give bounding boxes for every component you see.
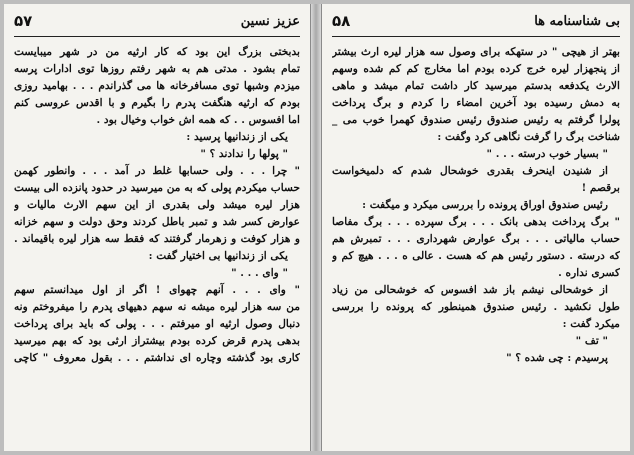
text-line: من سه هزار لیره میشه نه سهم دهیهای پدرم را میفروختم ونه: [14, 301, 300, 313]
left-running-title: عزیز نسین: [240, 14, 300, 29]
text-line: " پولها را ندادند ؟ ": [200, 148, 288, 160]
right-page: [321, 4, 630, 451]
text-line: میکرد گفت :: [562, 318, 620, 330]
text-line: از شنیدن اینحرف بقدری خوشحال شدم که دلمیخواست: [332, 165, 608, 177]
text-line: طول نکشید . رئیس صندوق همینطور که پرونده را بررسی: [332, 301, 620, 313]
text-line: الارث یکدفعه بدستم میرسید کار داشت تمام میشد و ماهی: [332, 80, 620, 92]
right-header-rule: [332, 36, 620, 37]
left-page: [4, 4, 311, 451]
text-line: بدهی پدرم قرض کرده بودم بیشتراز ارثی بود که بهم میرسید: [14, 335, 300, 347]
left-page-header: [14, 12, 300, 34]
text-line: شناخت برگ را گرفت نگاهی کرد وگفت :: [437, 131, 620, 143]
text-line: حساب میکردم پولی که به من میرسید در حدود پانزده الی بیست: [14, 182, 300, 194]
left-page-body: [14, 44, 300, 443]
text-line: اما افسوس . . که همه اش خواب وخیال بود .: [96, 114, 300, 126]
right-page-number: ۵۸: [332, 12, 351, 30]
text-line: دنبال وصول ارثیه او میرفتم . . . پولی که باید برای پرداخت: [14, 318, 300, 330]
left-page-number: ۵۷: [14, 12, 33, 30]
text-line: به دمش رسیده بود آخرین امضاء را کردم و برگ پرداخت: [332, 97, 620, 109]
text-line: بدبختی بزرگ این بود که کار ارثیه من در شهر میبایست: [14, 46, 300, 58]
left-header-rule: [14, 36, 300, 37]
text-line: " وای . . . آنهم چهوای ! اگر از اول میدانستم سهم: [14, 284, 300, 296]
text-line: عوارض کسر شد و تمبر باطل کردند وحق دولت و سهم خزانه: [14, 216, 300, 228]
text-line: میزدم وشبها توی مسافرخانه ها می گذراندم . . . بهامید روزی: [14, 80, 300, 92]
right-running-title: بی شناسنامه ها: [534, 14, 620, 29]
right-page-body: [332, 44, 620, 443]
text-line: رئیس صندوق اوراق پرونده را بررسی میکرد و میگفت :: [362, 199, 608, 211]
text-line: کاری بود گذشته وچاره ای نداشتم . . . بقول معروف " کاچی: [14, 352, 300, 364]
text-line: " برگ پرداخت بدهی بانک . . . برگ سپرده . . . برگ مفاصا: [332, 216, 620, 228]
text-line: که درسته . دستور رئیس هم که هست . عالی ه . . . هیچ کم و: [332, 250, 620, 262]
text-line: برقصم !: [581, 182, 620, 194]
text-line: از پنجهزار لیره خرج کرده بودم اما مخارج کم کم شده وسهم: [332, 63, 620, 75]
text-line: " وای . . . ": [231, 267, 288, 279]
right-page-header: [332, 12, 620, 34]
text-line: کسری نداره .: [558, 267, 620, 279]
text-line: و هزار کوفت و زهرمار گرفتند که فقط سه هزار لیره باقیماند .: [14, 233, 300, 245]
text-line: پولرا گرفتم به رئیس صندوق رئیس صندوق کهمرا خوب می _: [332, 114, 620, 126]
text-line: " چرا . . . ولی حسابها غلط در آمد . . . وانطور کهمن: [14, 165, 300, 177]
text-line: " تف ": [575, 335, 608, 347]
text-line: یکی از زندانیها بی اختیار گفت :: [148, 250, 288, 262]
text-line: بودم که ارثیه هنگفت پدرم را بگیرم و با اقدس عروسی کنم: [14, 97, 300, 109]
text-line: تمام بشود . مدتی هم به شهر رفتم روزها توی ادارات پرسه: [14, 63, 300, 75]
text-line: حساب مالیاتی . . . برگ عوارض شهرداری . . . تمبرش هم: [332, 233, 620, 245]
text-line: هزار لیره میشد ولی بقدری از این سهم الارث مالیات و: [14, 199, 300, 211]
text-line: یکی از زندانیها پرسید :: [186, 131, 288, 143]
text-line: از خوشحالی نیشم باز شد افسوس که خوشحالی من زیاد: [332, 284, 608, 296]
text-line: پرسیدم : چی شده ؟ ": [506, 352, 608, 364]
book-gutter: [311, 4, 321, 451]
text-line: بهتر از هیچی " در ستهکه برای وصول سه هزار لیره ارث بیشتر: [332, 46, 620, 58]
text-line: " بسیار خوب درسته . . . ": [486, 148, 608, 160]
